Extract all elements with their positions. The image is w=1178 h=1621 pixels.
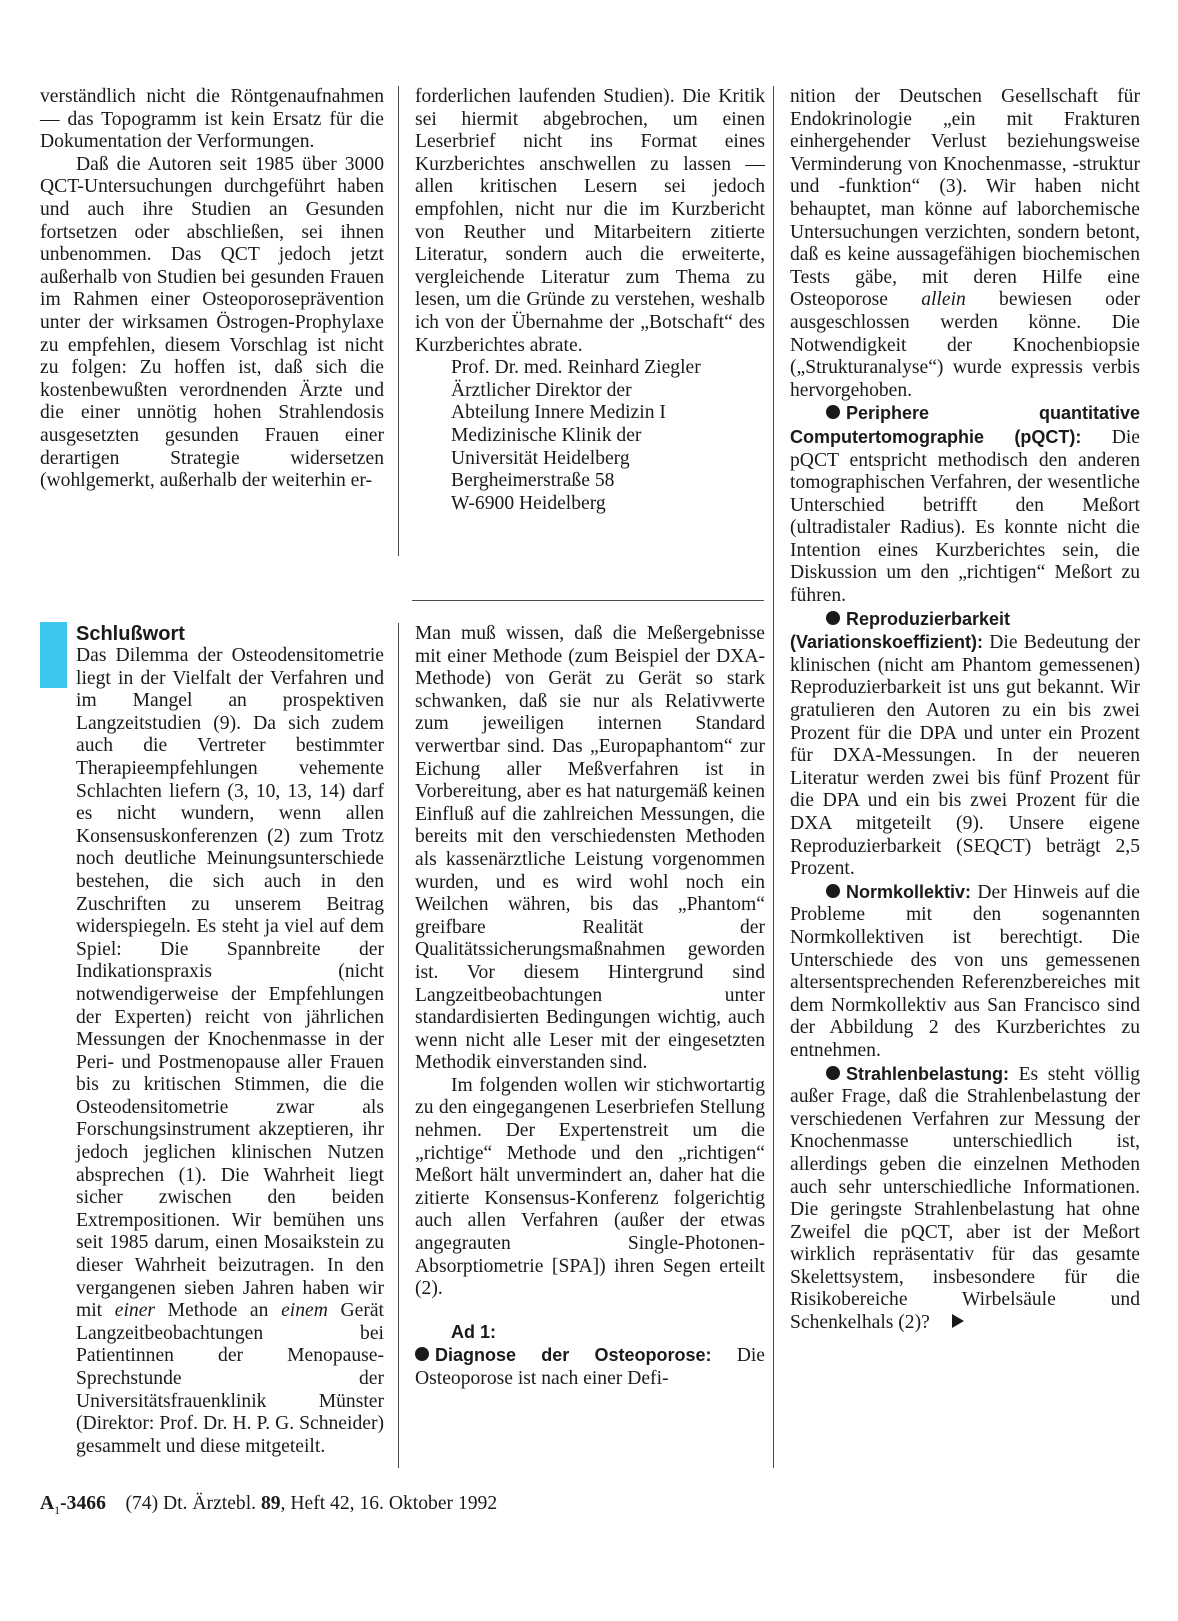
- journal-ref: (74) Dt. Ärztebl.: [125, 1493, 261, 1514]
- bullet-icon: [415, 1347, 429, 1361]
- text-run: Das Dilemma der Osteodensitometrie liegt in der Vielfalt der Verfahren und im Mangel an prospektiven Langzeitstudien (9). Da sich zudem auch die Vertreter bestimmter Therapieempfehlungen vehemente Schlachten liefern (3, 10, 13, 14) darf es nicht wundern, wenn allen Konsensuskonferenzen (2) zum Trotz noch deutliche Meinungsunterschiede bestehen, die sich auch in den Zuschriften zu unserem Beitrag widerspiegeln. Es steht ja viel auf dem Spiel: Die Spannbreite der Indikationspraxis (nicht notwendigerweise der Empfehlungen der Experten) reicht von jährlichen Messungen der Knochenmasse in der Peri- und Postmenopause aller Frauen bis zu kritischen Stimmen, die die Osteodensitometrie zwar als Forschungsinstrument akzeptieren, ihr jedoch jeglichen klinischen Nutzen absprechen (1). Die Wahrheit liegt sicher zwischen den beiden Extrempositionen. Wir bemühen uns seit 1985 darum, einen Mosaikstein zu dieser Wahrheit beizutragen. In den vergangenen sieben Jahren haben wir mit: [76, 645, 384, 1322]
- journal-issue: , Heft 42, 16. Oktober 1992: [280, 1493, 498, 1514]
- item-heading: Diagnose der Osteoporose:: [435, 1345, 712, 1366]
- text-run: Methode an: [155, 1300, 282, 1322]
- paragraph: [790, 1063, 1140, 1335]
- column-1: [40, 86, 384, 493]
- signature-line: Medizinische Klinik der: [451, 424, 642, 446]
- bullet-icon: [826, 884, 840, 898]
- signature-line: W-6900 Heidelberg: [451, 492, 606, 514]
- paragraph: [76, 645, 384, 1458]
- section-divider: [412, 600, 764, 601]
- paragraph: [790, 881, 1140, 1063]
- continue-arrow-icon: [952, 1314, 964, 1328]
- page-sub: 1: [54, 1502, 61, 1517]
- paragraph: verständlich nicht die Röntgenaufnahmen — das Topogramm ist kein Ersatz für die Dokumentation der Verformungen.: [40, 86, 384, 153]
- column-divider: [773, 86, 774, 1468]
- section-marker: [40, 622, 67, 688]
- text-run: Die Osteoporose ist nach einer Defi-: [415, 1345, 765, 1389]
- bullet-icon: [826, 611, 840, 625]
- signature-name: Prof. Dr. med. Reinhard Ziegler: [451, 357, 701, 379]
- item-heading: Normkollektiv:: [846, 881, 972, 902]
- paragraph: Daß die Autoren seit 1985 über 3000 QCT-Untersuchungen durchgeführt haben und auch ihre Studien an Gesunden fortsetzen oder abschließen, sei ihnen unbenommen. Das QCT jedoch jetzt außerhalb von Studien bei gesunden Frauen im Rahmen einer Osteoporoseprävention unter der wirksamen Östrogen-Prophylaxe zu empfehlen, diesem Vorschlag ist nicht zu folgen: Zu hoffen ist, daß sich die kostenbewußten verordnenden Ärzte und die einer unnötig hohen Strahlendosis ausgesetzten gesunden Frauen einer derartigen Strategie widersetzen (wohlgemerkt, außerhalb der weiterhin er-: [40, 153, 384, 492]
- signature-line: Bergheimerstraße 58: [451, 470, 615, 492]
- column-divider: [398, 86, 399, 556]
- section-title: Schlußwort: [76, 623, 185, 645]
- ad-label: Ad 1:: [451, 1321, 496, 1342]
- signature-line: Ärztlicher Direktor der: [451, 379, 632, 401]
- emphasis: allein: [921, 289, 966, 311]
- emphasis: einem: [281, 1300, 328, 1322]
- column-divider: [398, 623, 399, 1468]
- paragraph: forderlichen laufenden Studien). Die Kritik sei hiermit abgebrochen, um einen Leserbrief nicht ins Format eines Kurzberichtes anschwellen zu lassen — allen kritischen Lesern sei jedoch empfohlen, nicht nur die im Kurzbericht von Reuther und Mitarbeitern zitierte Literatur, sondern auch die erweiterte, vergleichende Literatur zum Thema zu lesen, um die Gründe zu verstehen, weshalb ich von der Übernahme der „Botschaft“ des Kurzberichtes abrate.: [415, 86, 765, 356]
- item-heading: Periphere quantitative Computertomographie (pQCT):: [790, 403, 1140, 447]
- column-1-lower: [76, 645, 384, 1458]
- text-run: Gerät Langzeitbeobachtungen bei Patientinnen der Menopause-Sprechstunde der Universitätsfrauenklinik Münster (Direktor: Prof. Dr. H. P. G. Schneider) gesammelt und diese mitgeteilt.: [76, 1300, 384, 1457]
- page-footer: [40, 1492, 497, 1522]
- text-run: nition der Deutschen Gesellschaft für Endokrinologie „ein mit Frakturen einhergehender Verlust beziehungsweise Verminderung von Knochenmasse, -struktur und -funktion“ (3). Wir haben nicht behauptet, man könne auf laborchemische Untersuchungen verzichten, sondern betont, daß es keine aussagefähigen biochemischen Tests gäbe, mit deren Hilfe eine Osteoporose: [790, 86, 1140, 311]
- text-run: Es steht völlig außer Frage, daß die Strahlenbelastung der verschiedenen Verfahren zur Messung der Knochenmasse unterschiedlich ist, allerdings geben die einzelnen Methoden auch sehr unterschiedliche Informationen. Die geringste Strahlenbelastung hat ohne Zweifel die pQCT, aber ist der Meßort wirklich repräsentativ für das gesamte Skelettsystem, insbesondere für die Risikobereiche Wirbelsäule und Schenkelhals (2)?: [790, 1063, 1140, 1334]
- paragraph: [790, 402, 1140, 607]
- signature-line: Abteilung Innere Medizin I: [451, 402, 666, 424]
- paragraph: Im folgenden wollen wir stichwortartig zu den eingegangenen Leserbriefen Stellung nehmen. Der Expertenstreit um die „richtige“ Methode und den „richtigen“ Meßort hält unvermindert an, daher hat die zitierte Konsensus-Konferenz folgerichtig auch allen Verfahren (außer der etwas angegrauten Single-Photonen-Absorptiometrie [SPA]) ihren Segen erteilt (2).: [415, 1074, 765, 1300]
- column-2: [415, 86, 765, 515]
- bullet-icon: [826, 1066, 840, 1080]
- subheading: [415, 1321, 765, 1345]
- item-heading: Reproduzierbarkeit (Variationskoeffizient):: [790, 608, 1011, 653]
- paragraph: Man muß wissen, daß die Meßergebnisse mit einer Methode (zum Beispiel der DXA-Methode) von Gerät zu Gerät so stark schwanken, daß sie nur als Relativwerte zum jeweiligen internen Standard verwertbar sind. Das „Europaphantom“ zur Eichung aller Meßverfahren ist in Vorbereitung, aber es hat naturgemäß keinen Einfluß auf die zahlreichen Messungen, die bereits mit den verschiedensten Methoden als kassenärztliche Leistung vorgenommen wurden, und es wird wohl noch ein Weilchen währen, bis das „Phantom“ greifbare Realität der Qualitätssicherungsmaßnahmen geworden ist. Vor diesem Hintergrund sind Langzeitbeobachtungen unter standardisierten Bedingungen wichtig, auch wenn nicht alle Leser mit der eingesetzten Methodik einverstanden sind.: [415, 623, 765, 1074]
- column-2-lower: [415, 623, 765, 1391]
- text-run: Der Hinweis auf die Probleme mit den sogenannten Normkollektiven ist berechtigt. Die Unterschiede des von uns gemessenen altersentsprechenden Referenzbereiches mit dem Normkollektiv aus San Francisco sind der Abbildung 2 des Kurzberichtes zu entnehmen.: [790, 881, 1140, 1061]
- text-run: Die pQCT entspricht methodisch den anderen tomographischen Verfahren, der wesentliche Unterschied betrifft den Meßort (ultradistaler Radius). Es konnte nicht die Intention eines Kurzberichtes sein, die Diskussion um den „richtigen“ Meßort zu führen.: [790, 426, 1140, 607]
- emphasis: einer: [114, 1300, 156, 1322]
- bullet-icon: [826, 405, 840, 419]
- item-heading: Strahlenbelastung:: [846, 1063, 1010, 1084]
- journal-volume: 89: [260, 1493, 281, 1514]
- page-prefix: A: [40, 1493, 55, 1514]
- signature-line: Universität Heidelberg: [451, 447, 630, 469]
- text-run: bewiesen oder ausgeschlossen werden könne. Die Notwendigkeit der Knochenbiopsie („Strukturanalyse“) wurde expressis verbis hervorgehoben.: [790, 289, 1140, 401]
- signature-block: [415, 357, 765, 515]
- paragraph: [790, 86, 1140, 402]
- column-3: [790, 86, 1140, 1335]
- paragraph: [415, 1344, 765, 1390]
- text-run: Die Bedeutung der klinischen (nicht am Phantom gemessenen) Reproduzierbarkeit ist uns gut bekannt. Wir gratulieren den Autoren zu ein bis zwei Prozent für die DPA und unter ein Prozent für DXA-Messungen. In der neueren Literatur werden zwei bis fünf Prozent für die DPA und ein bis zwei Prozent für die DXA mitgeteilt (9). Unsere eigene Reproduzierbarkeit (SEQCT) beträgt 2,5 Prozent.: [790, 632, 1140, 880]
- page-number: -3466: [60, 1493, 106, 1514]
- paragraph: [790, 608, 1140, 881]
